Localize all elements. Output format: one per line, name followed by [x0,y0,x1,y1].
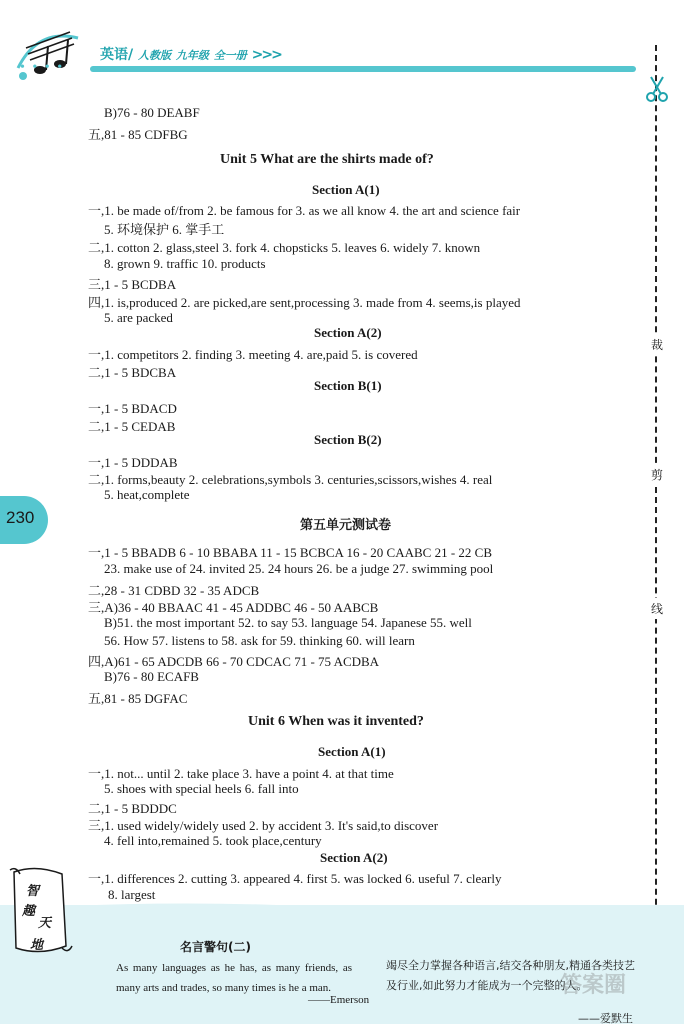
answer-line: 二,1 - 5 BDDDC [88,801,177,816]
answer-line: 5. are packed [104,310,173,325]
answer-line: 8. grown 9. traffic 10. products [104,256,266,271]
answer-line: 三,1. used widely/widely used 2. by accident 3. It's said,to discover [88,818,439,833]
answer-line: B)51. the most important 52. to say 53. language 54. Japanese 55. well [104,615,472,630]
answer-line: 一,1. competitors 2. finding 3. meeting 4. are,paid 5. is covered [88,347,418,362]
cut-mark-xian: 线 [651,598,663,619]
answer-line: 三,1 - 5 BCDBA [88,277,177,292]
answer-line: B)76 - 80 ECAFB [104,669,199,684]
answer-line: 4. fell into,remained 5. took place,century [104,833,322,848]
scroll-char: 趣 [22,904,36,919]
answer-line: 一,1 - 5 DDDAB [88,455,178,470]
answer-line: 四,A)61 - 65 ADCDB 66 - 70 CDCAC 71 - 75 ACDBA [88,654,380,669]
answer-line: 二,1. forms,beauty 2. celebrations,symbols 3. centuries,scissors,wishes 4. real [88,472,493,487]
section-heading: Section A(1) [312,182,380,197]
answer-line: 五,81 - 85 CDFBG [88,127,188,142]
quote-english: As many languages as he has, as many friends, as many arts and trades, so many times is he a man. [116,962,352,994]
answer-line: 一,1. not... until 2. take place 3. have a point 4. at that time [88,766,394,781]
answer-line: B)76 - 80 DEABF [104,105,200,120]
answer-line: 四,1. is,produced 2. are picked,are sent,processing 3. made from 4. seems,is played [88,295,521,310]
test-heading: 第五单元测试卷 [300,518,392,533]
header-title: 英语/ 人教版 九年级 全一册 >>> [100,47,281,63]
scroll-char: 智 [26,884,40,899]
section-heading: Section A(1) [318,744,386,759]
scroll-char: 地 [30,938,44,953]
header-grade: 九年级 [175,49,209,62]
answer-line: 5. heat,complete [104,487,190,502]
quote-title: 名言警句(二) [180,940,251,954]
header-arrows: >>> [251,47,281,63]
header-dots: • • • • [20,60,65,75]
quote-english-author: ——Emerson [308,994,370,1006]
header-edition: 人教版 [138,49,171,62]
cut-mark-jian: 剪 [651,464,663,485]
answer-line: 二,28 - 31 CDBD 32 - 35 ADCB [88,583,260,598]
music-note-logo-icon [8,18,88,88]
header-subject: 英语 [100,47,128,63]
section-heading: Section B(1) [314,378,382,393]
quote-chinese: 竭尽全力掌握各种语言,结交各种朋友,精通各类技艺及行业,如此努力才能成为一个完整的人。 [386,959,635,992]
page-header [0,0,684,95]
quote-chinese-author: ——爱默生 [578,1012,633,1025]
watermark: 答案圈 [560,973,627,998]
answer-line: 23. make use of 24. invited 25. 24 hours 26. be a judge 27. swimming pool [104,561,494,576]
section-heading: Section A(2) [320,850,388,865]
answer-line: 一,1 - 5 BBADB 6 - 10 BBABA 11 - 15 BCBCA 16 - 20 CAABC 21 - 22 CB [88,545,493,560]
answer-line: 五,81 - 85 DGFAC [88,691,188,706]
answer-line: 三,A)36 - 40 BBAAC 41 - 45 ADDBC 46 - 50 AABCB [88,600,379,615]
page-number: 230 [6,508,35,527]
answer-line: 5. shoes with special heels 6. fall into [104,781,299,796]
section-heading: Section A(2) [314,325,382,340]
answer-line: 二,1. cotton 2. glass,steel 3. fork 4. chopsticks 5. leaves 6. widely 7. known [88,240,481,255]
header-bar [90,66,636,72]
cut-line [655,45,657,955]
answer-line: 56. How 57. listens to 58. ask for 59. thinking 60. will learn [104,633,415,648]
answer-line: 二,1 - 5 CEDAB [88,419,176,434]
answer-line: 二,1 - 5 BDCBA [88,365,177,380]
header-volume: 全一册 [213,49,247,62]
answer-line: 5. 环境保护 6. 掌手工 [104,222,225,237]
cut-mark-cai: 裁 [651,334,663,355]
unit-heading: Unit 5 What are the shirts made of? [220,152,434,167]
answer-line: 一,1 - 5 BDACD [88,401,177,416]
scroll-char: 天 [38,916,52,931]
answer-line: 8. largest [108,887,156,902]
answer-line: 一,1. differences 2. cutting 3. appeared 4. first 5. was locked 6. useful 7. clearly [88,871,502,886]
unit-heading: Unit 6 When was it invented? [248,714,424,729]
scissors-icon [645,75,669,103]
answer-line: 一,1. be made of/from 2. be famous for 3. as we all know 4. the art and science fair [88,203,521,218]
section-heading: Section B(2) [314,432,382,447]
